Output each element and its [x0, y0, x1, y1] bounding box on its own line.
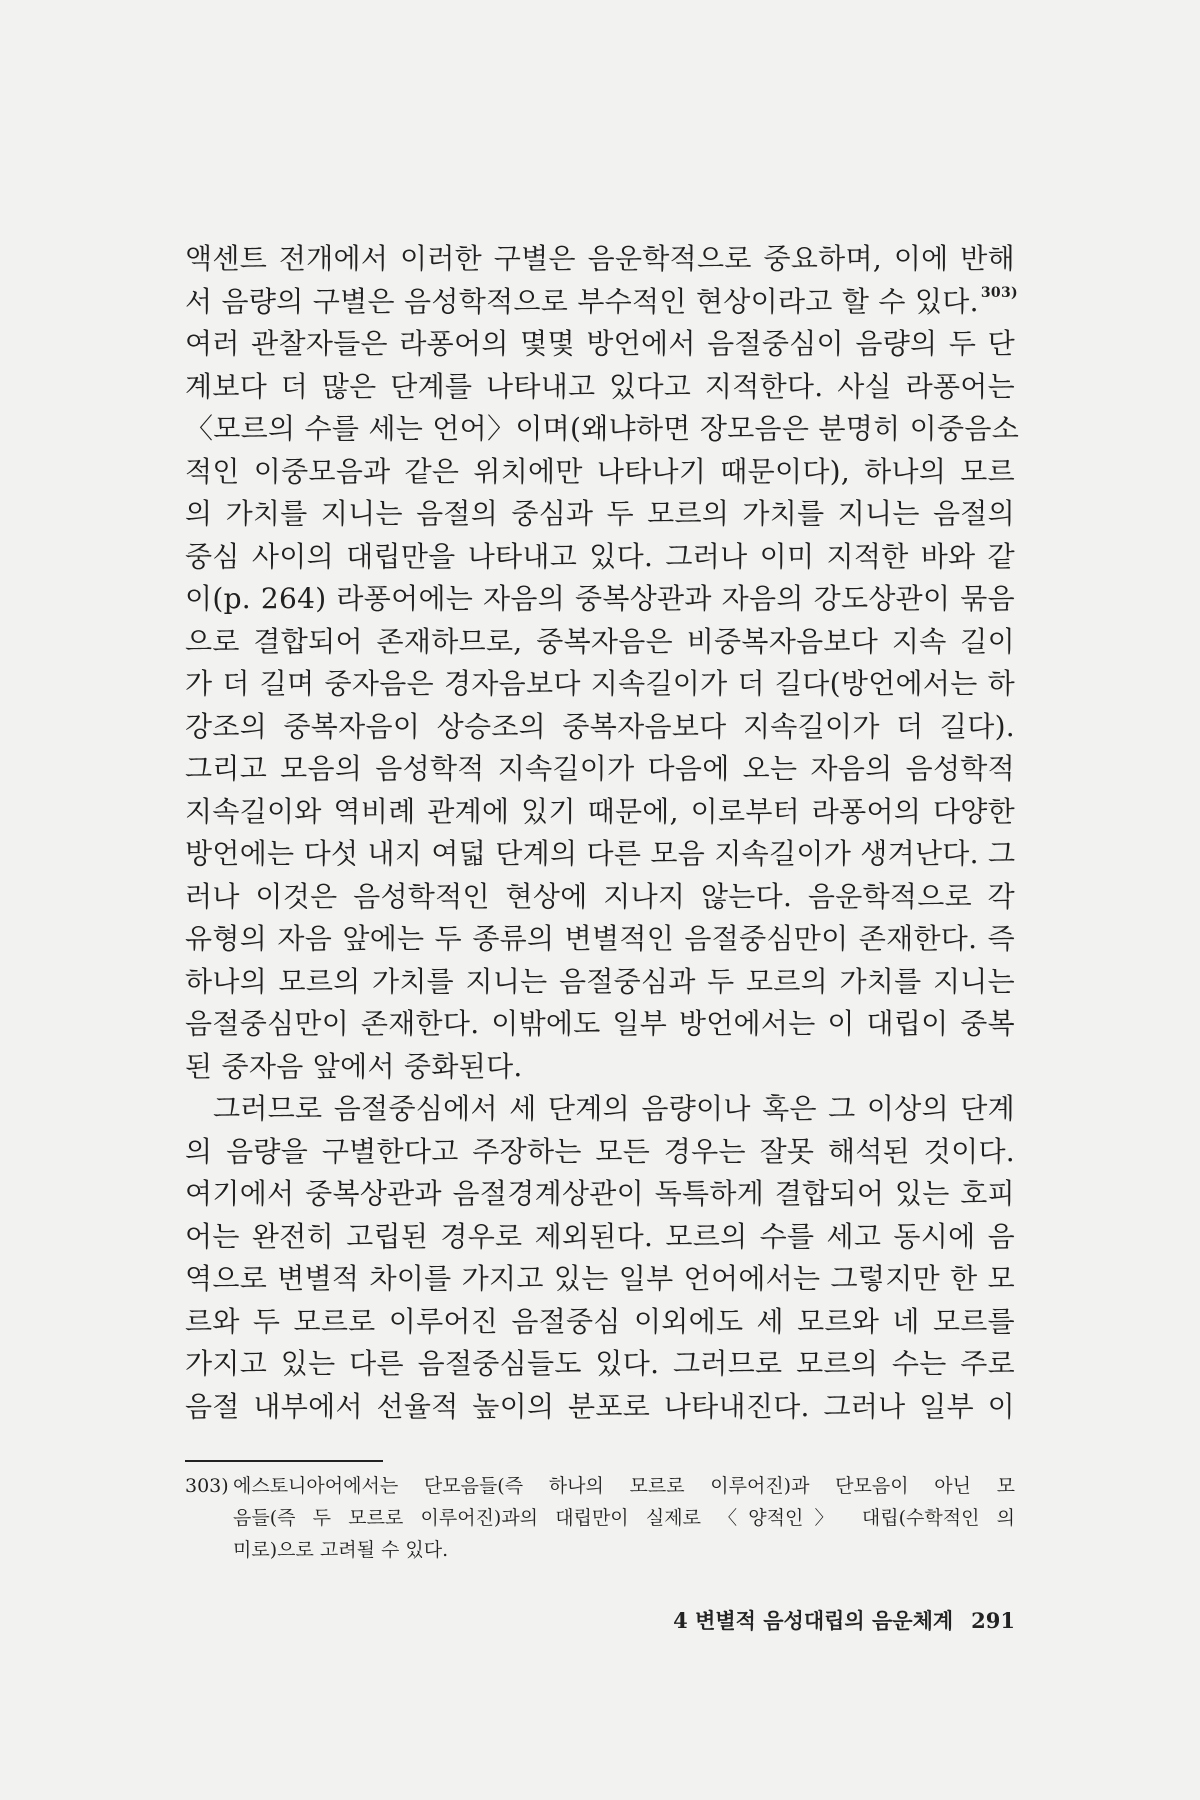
- text-line: 의 가치를 지니는 음절의 중심과 두 모르의 가치를 지니는 음절의: [185, 497, 1015, 530]
- footnote-line: [185, 1470, 1015, 1502]
- text-line: [185, 281, 1018, 324]
- text-line: 으로 결합되어 존재하므로, 중복자음은 비중복자음보다 지속 길이: [185, 624, 1015, 658]
- text-line: 적인 이중모음과 같은 위치에만 나타나기 때문이다), 하나의 모르: [185, 454, 1015, 488]
- text-line: 음절 내부에서 선율적 높이의 분포로 나타내진다. 그러나 일부 이: [185, 1389, 1015, 1423]
- text-line: 여기에서 중복상관과 음절경계상관이 독특하게 결합되어 있는 호피: [185, 1177, 1015, 1210]
- paragraph: [185, 238, 1020, 1088]
- footnote-text: 에스토니아어에서는 단모음들(즉 하나의 모르로 이루어진)과 단모음이 아닌 모: [233, 1475, 1015, 1497]
- paragraph: [185, 1088, 1015, 1428]
- text-line: 르와 두 모르로 이루어진 음절중심 이외에도 세 모르와 네 모르를: [185, 1304, 1015, 1338]
- text-line: 유형의 자음 앞에는 두 종류의 변별적인 음절중심만이 존재한다. 즉: [185, 922, 1015, 955]
- footnote-divider: [185, 1460, 383, 1462]
- text-line: 지속길이와 역비례 관계에 있기 때문에, 이로부터 라퐁어의 다양한: [185, 794, 1015, 828]
- text-line: 그러므로 음절중심에서 세 단계의 음량이나 혹은 그 이상의 단계: [213, 1092, 1015, 1125]
- footnote-line: 음들(즉 두 모르로 이루어진)과의 대립만이 실제로 〈양적인〉 대립(수학적인 의: [233, 1507, 1015, 1529]
- text-line: 이(p. 264) 라퐁어에는 자음의 중복상관과 자음의 강도상관이 묶음: [185, 582, 1015, 615]
- text-line: 러나 이것은 음성학적인 현상에 지나지 않는다. 음운학적으로 각: [185, 879, 1015, 913]
- text-line: 역으로 변별적 차이를 가지고 있는 일부 언어에서는 그렇지만 한 모: [185, 1262, 1015, 1295]
- footnote: [185, 1470, 1015, 1566]
- footnote-number: 303): [185, 1475, 229, 1497]
- text-line: 음절중심만이 존재한다. 이밖에도 일부 방언에서는 이 대립이 중복: [185, 1007, 1015, 1040]
- text-line: 중심 사이의 대립만을 나타내고 있다. 그러나 이미 지적한 바와 같: [185, 539, 1015, 573]
- text-line: 어는 완전히 고립된 경우로 제외된다. 모르의 수를 세고 동시에 음: [185, 1219, 1015, 1253]
- text-line-content: 서 음량의 구별은 음성학적으로 부수적인 현상이라고 할 수 있다.: [185, 284, 979, 318]
- text-line: 하나의 모르의 가치를 지니는 음절중심과 두 모르의 가치를 지니는: [185, 964, 1015, 998]
- text-line: 계보다 더 많은 단계를 나타내고 있다고 지적한다. 사실 라퐁어는: [185, 369, 1015, 403]
- text-line: 가지고 있는 다른 음절중심들도 있다. 그러므로 모르의 수는 주로: [185, 1347, 1015, 1380]
- text-line: 액센트 전개에서 이러한 구별은 음운학적으로 중요하며, 이에 반해: [185, 242, 1015, 275]
- footnote-reference: 303): [980, 284, 1018, 301]
- text-line: 가 더 길며 중자음은 경자음보다 지속길이가 더 길다(방언에서는 하: [185, 667, 1015, 700]
- footnote-line: 미로)으로 고려될 수 있다.: [233, 1539, 449, 1561]
- text-line: 여러 관찰자들은 라퐁어의 몇몇 방언에서 음절중심이 음량의 두 단: [185, 327, 1015, 360]
- text-line: 그리고 모음의 음성학적 지속길이가 다음에 오는 자음의 음성학적: [185, 752, 1015, 785]
- text-line: 강조의 중복자음이 상승조의 중복자음보다 지속길이가 더 길다).: [185, 709, 1015, 743]
- text-line: 방언에는 다섯 내지 여덟 단계의 다른 모음 지속길이가 생겨난다. 그: [185, 837, 1016, 870]
- page-number: 291: [971, 1608, 1015, 1633]
- text-line: 〈모르의 수를 세는 언어〉이며(왜냐하면 장모음은 분명히 이중음소: [185, 412, 1020, 445]
- text-line: 된 중자음 앞에서 중화된다.: [185, 1049, 523, 1083]
- body-text: [185, 238, 1020, 1428]
- chapter-title: 4 변별적 음성대립의 음운체계: [673, 1608, 954, 1633]
- running-footer: [600, 1605, 1015, 1635]
- text-line: 의 음량을 구별한다고 주장하는 모든 경우는 잘못 해석된 것이다.: [185, 1134, 1015, 1168]
